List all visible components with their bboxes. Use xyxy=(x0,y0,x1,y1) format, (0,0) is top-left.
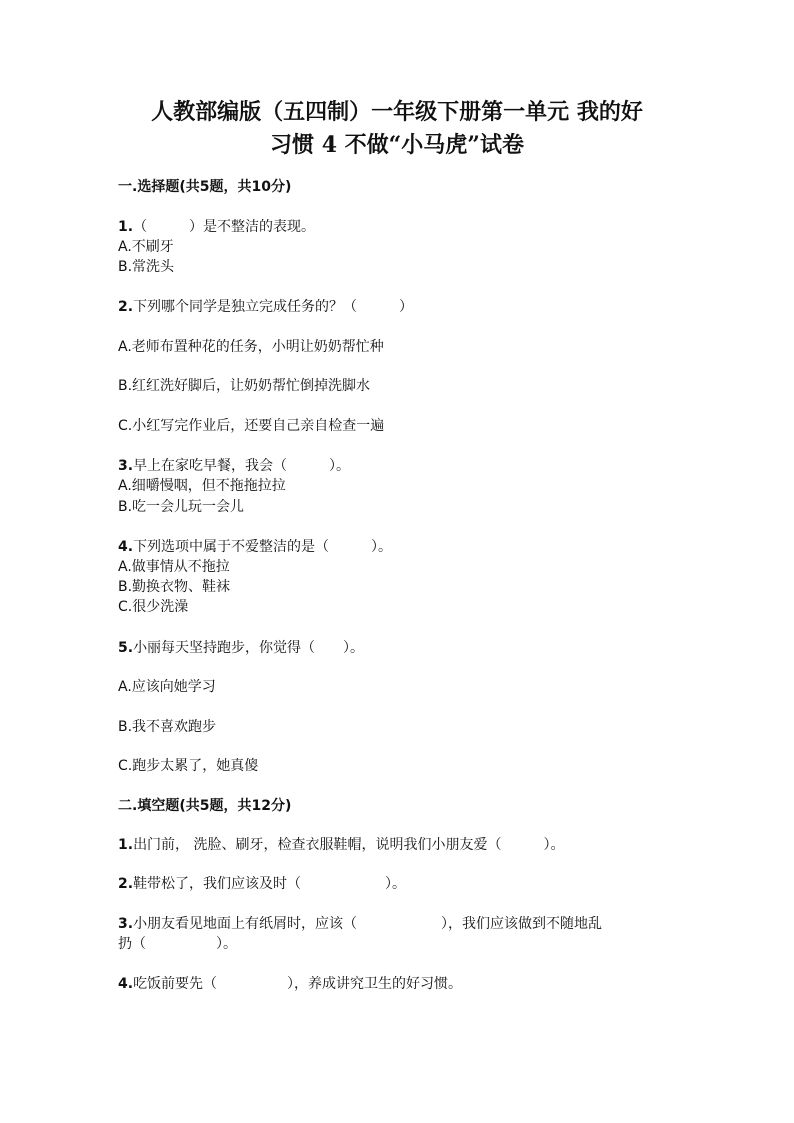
option-1-2-a: A.老师布置种花的任务，小明让奶奶帮忙种 xyxy=(118,339,384,355)
question-1-3 xyxy=(118,456,350,476)
option-1-1-a: A.不刷牙 xyxy=(118,239,174,255)
question-number: 1. xyxy=(118,219,134,235)
option-1-4-a: A.做事情从不拖拉 xyxy=(118,559,230,575)
option-1-5-b: B.我不喜欢跑步 xyxy=(118,719,217,735)
page-title-line-1: 人教部编版（五四制）一年级下册第一单元 我的好 xyxy=(151,99,643,125)
question-text: 鞋带松了，我们应该及时（ ）。 xyxy=(133,876,407,892)
question-text: 吃饭前要先（ ），养成讲究卫生的好习惯。 xyxy=(133,976,463,992)
option-1-2-b: B.红红洗好脚后，让奶奶帮忙倒掉洗脚水 xyxy=(118,378,371,394)
option-1-3-b: B.吃一会儿玩一会儿 xyxy=(118,499,245,515)
question-text: 下列选项中属于不爱整洁的是（ ）。 xyxy=(133,539,393,555)
option-1-4-c: C.很少洗澡 xyxy=(118,599,189,615)
option-1-5-c: C.跑步太累了，她真傻 xyxy=(118,758,259,774)
option-1-2-c: C.小红写完作业后，还要自己亲自检查一遍 xyxy=(118,418,385,434)
question-text: 出门前， 洗脸、刷牙，检查衣服鞋帽，说明我们小朋友爱（ ）。 xyxy=(133,837,565,853)
section-heading-choice: 一.选择题(共5题，共10分) xyxy=(118,179,292,195)
question-1-4 xyxy=(118,537,392,557)
question-1-2 xyxy=(118,297,413,317)
question-number: 2. xyxy=(118,299,134,315)
question-text: 小丽每天坚持跑步，你觉得（ ）。 xyxy=(133,640,365,656)
question-1-1 xyxy=(118,217,315,237)
question-number: 1. xyxy=(118,837,134,853)
section-heading-fill: 二.填空题(共5题，共12分) xyxy=(118,798,292,814)
page-title-line-2: 习惯 4 不做“小马虎”试卷 xyxy=(270,132,524,158)
question-text: 小朋友看见地面上有纸屑时，应该（ ），我们应该做到不随地乱 xyxy=(133,916,603,932)
question-2-4 xyxy=(118,974,462,994)
question-number: 5. xyxy=(118,640,134,656)
question-2-3 xyxy=(118,914,602,934)
question-number: 4. xyxy=(118,976,134,992)
question-text: （ ）是不整洁的表现。 xyxy=(133,219,316,235)
question-number: 2. xyxy=(118,876,134,892)
question-2-1 xyxy=(118,835,565,855)
question-number: 3. xyxy=(118,916,134,932)
option-1-3-a: A.细嚼慢咽，但不拖拖拉拉 xyxy=(118,478,286,494)
question-text: 早上在家吃早餐，我会（ ）。 xyxy=(133,458,351,474)
question-number: 4. xyxy=(118,539,134,555)
option-1-5-a: A.应该向她学习 xyxy=(118,679,216,695)
question-number: 3. xyxy=(118,458,134,474)
option-1-1-b: B.常洗头 xyxy=(118,259,175,275)
question-2-3-continued: 扔（ ）。 xyxy=(118,936,237,952)
option-1-4-b: B.勤换衣物、鞋袜 xyxy=(118,579,231,595)
question-text: 下列哪个同学是独立完成任务的？（ ） xyxy=(133,299,414,315)
question-1-5 xyxy=(118,638,364,658)
question-2-2 xyxy=(118,874,406,894)
